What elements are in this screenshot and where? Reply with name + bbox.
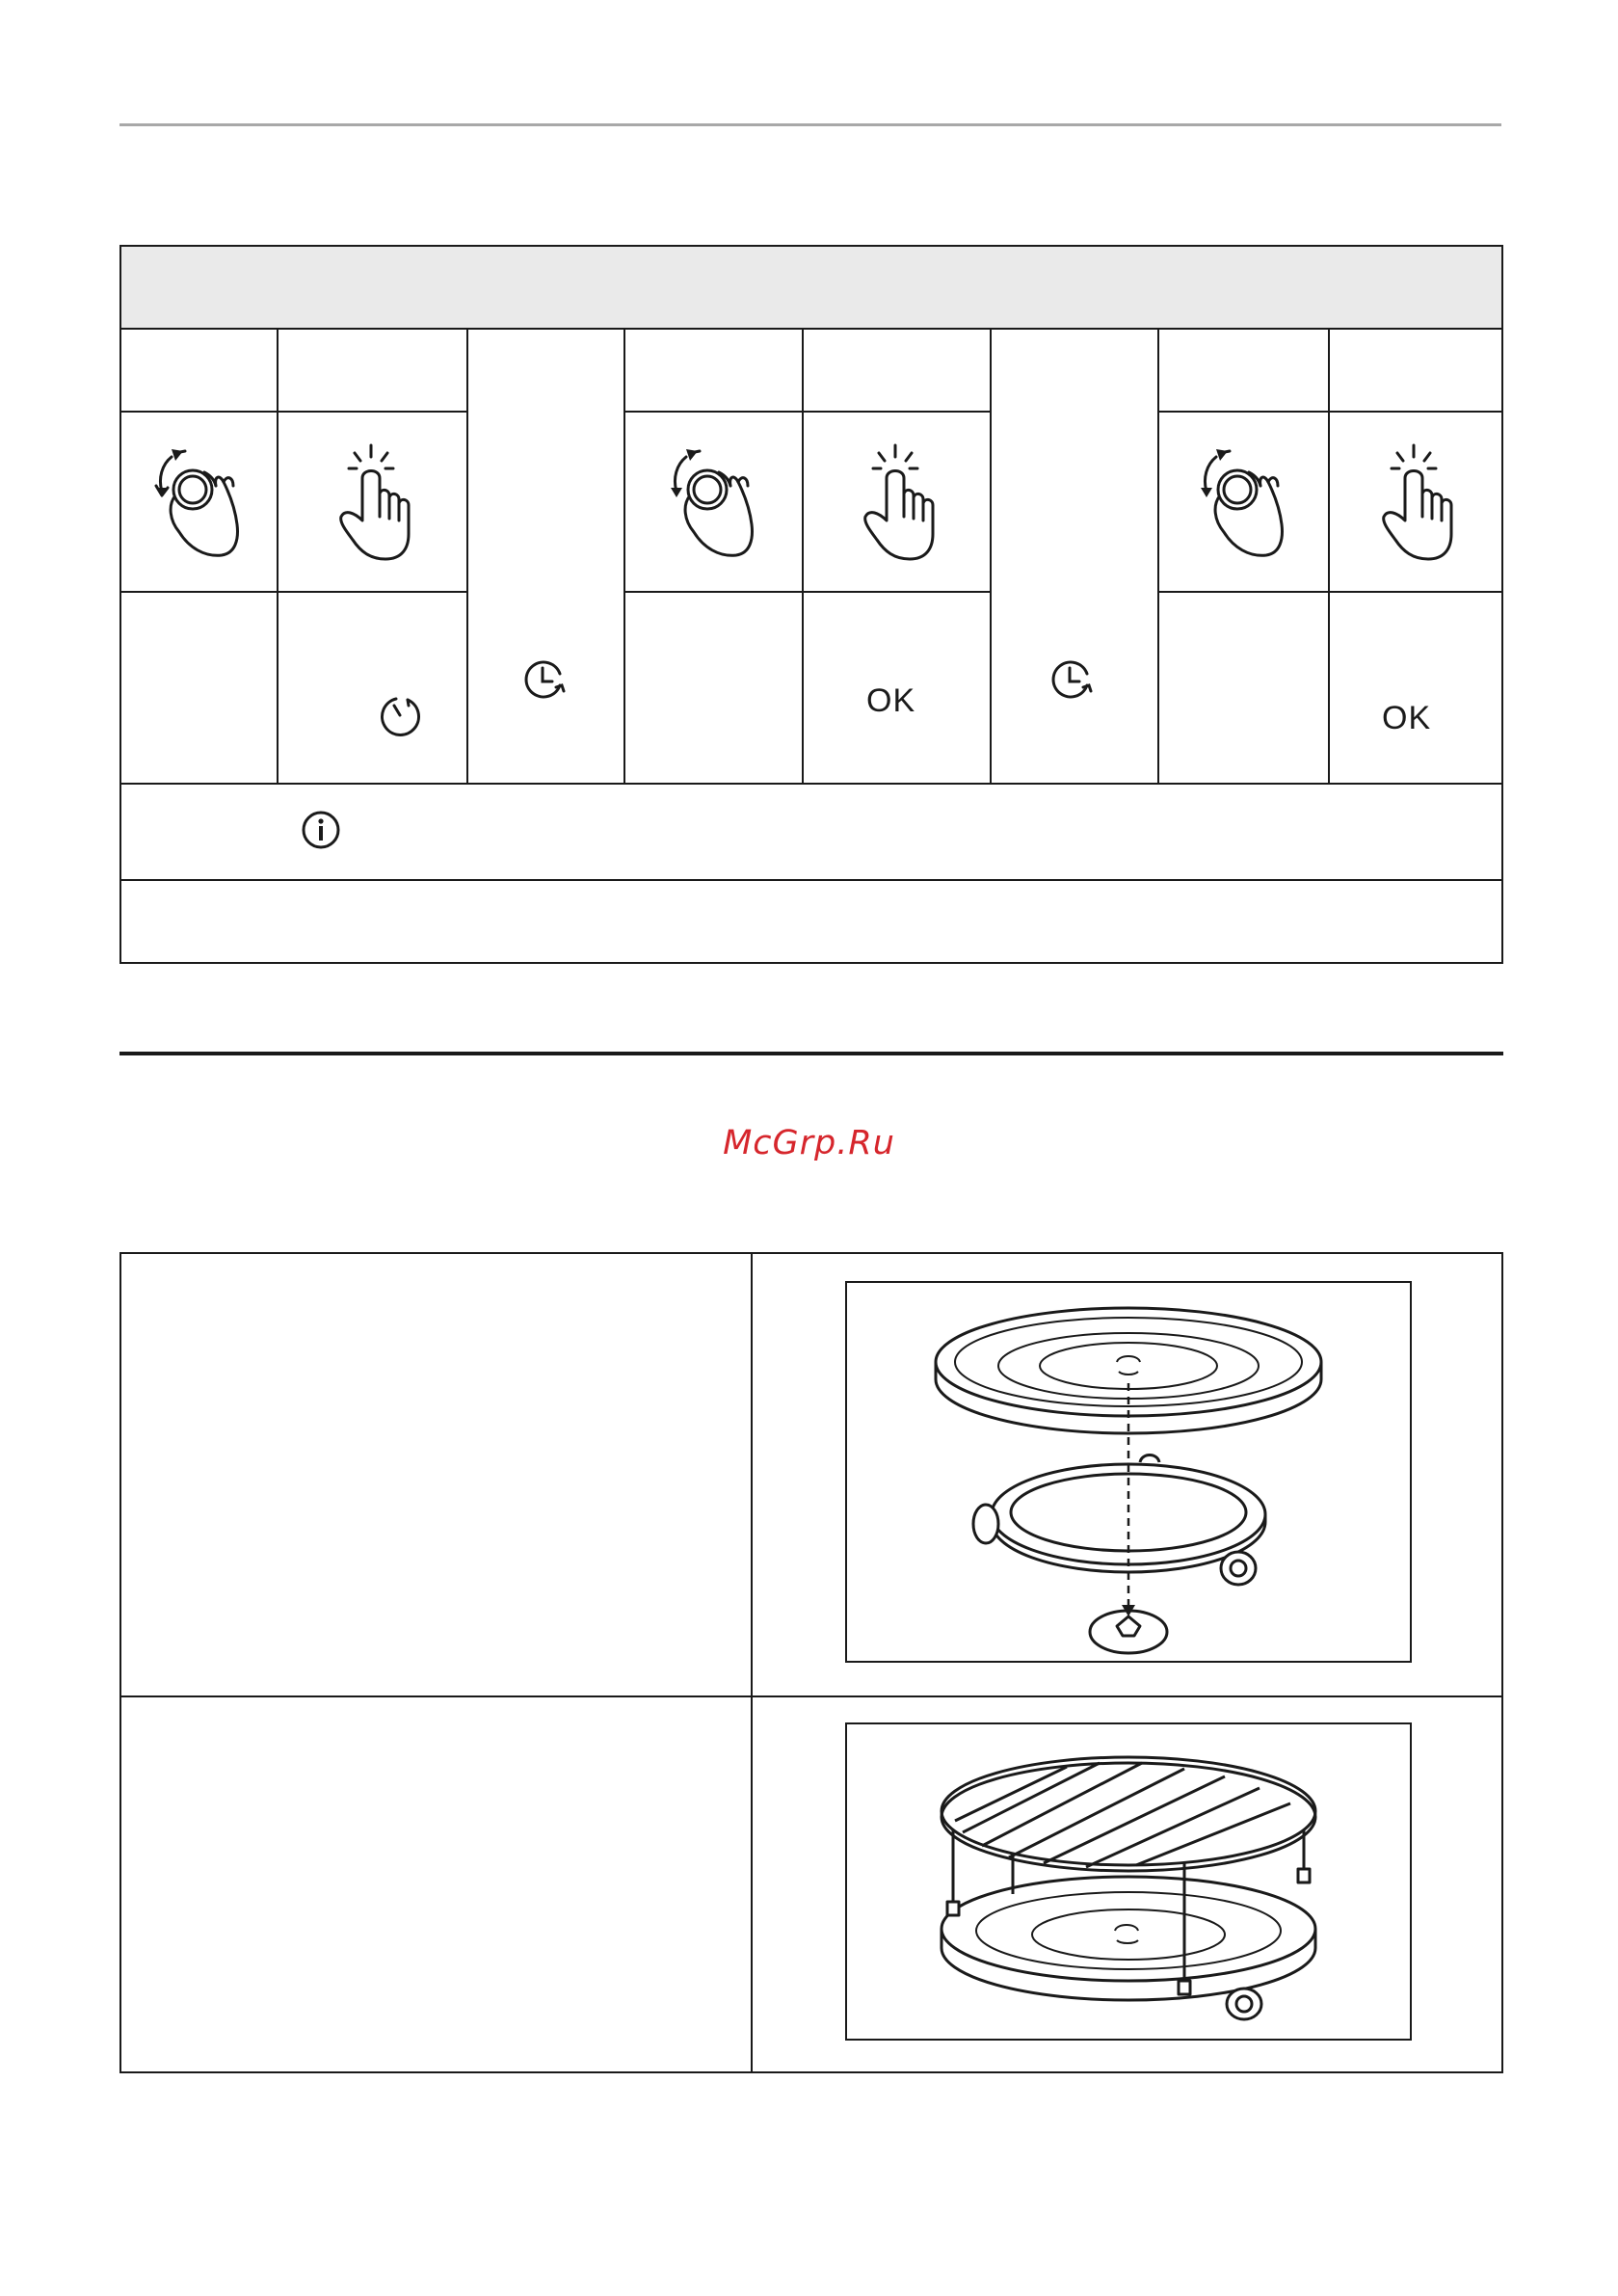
accessory-table: [119, 1252, 1503, 2073]
col-line: [990, 330, 992, 783]
ok-label: OK: [1382, 700, 1432, 736]
clock-icon: [521, 656, 570, 705]
info-icon: [299, 808, 343, 852]
turntable-assembly-figure: [845, 1281, 1412, 1663]
timer-icon: [377, 692, 425, 740]
watermark: McGrp.Ru: [723, 1124, 895, 1162]
rotate-knob-icon: [121, 413, 277, 591]
steps-table-header: [121, 247, 1501, 330]
clock-icon: [1048, 656, 1097, 705]
row-line: [121, 1695, 1501, 1697]
row-line: [121, 783, 1501, 785]
col-line: [751, 1254, 753, 2071]
rotate-knob-icon: [625, 413, 802, 591]
ok-label: OK: [866, 682, 916, 719]
press-knob-icon: [1330, 413, 1501, 591]
rotate-knob-icon: [1159, 413, 1328, 591]
steps-table: [119, 245, 1503, 964]
row-line: [121, 879, 1501, 881]
grill-rack-figure: [845, 1722, 1412, 2041]
row-line: [121, 591, 468, 593]
section-rule: [119, 1052, 1503, 1055]
row-line: [625, 591, 990, 593]
col-line: [466, 330, 468, 783]
press-knob-icon: [279, 413, 466, 591]
press-knob-icon: [804, 413, 990, 591]
header-rule: [119, 123, 1501, 126]
